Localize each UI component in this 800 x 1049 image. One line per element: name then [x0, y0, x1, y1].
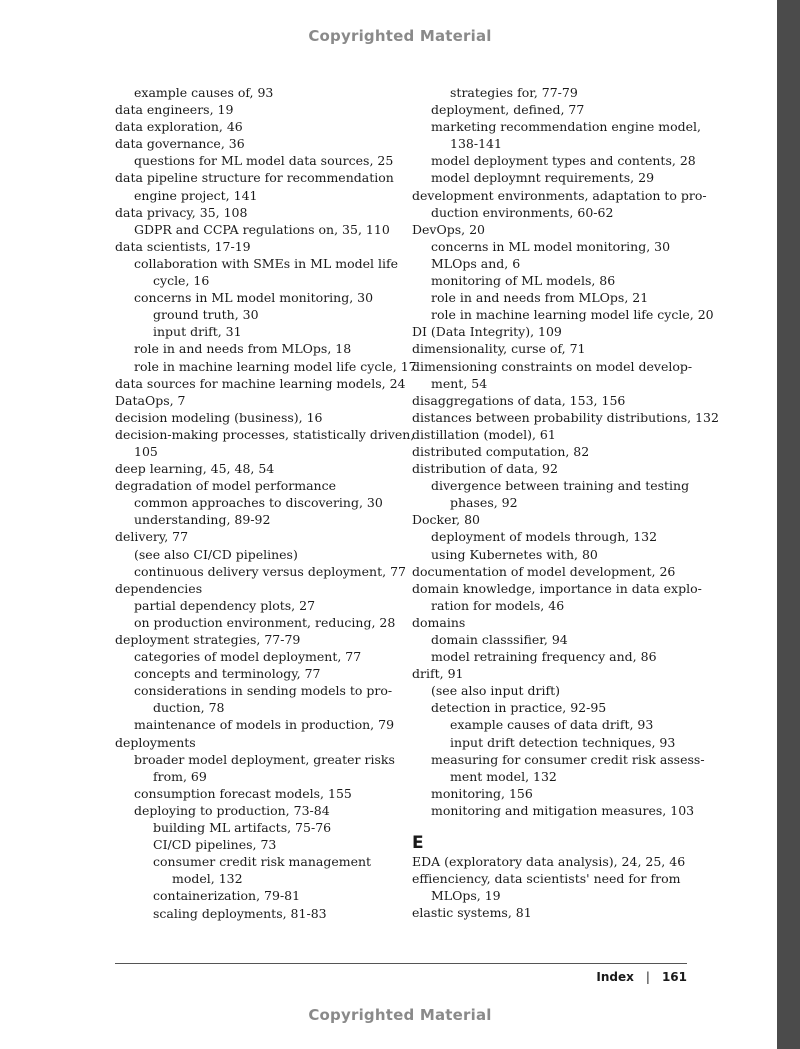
- index-e-entries: [412, 853, 702, 921]
- index-entry: role in machine learning model life cycle, 17: [134, 358, 417, 374]
- index-entry: deep learning, 45, 48, 54: [115, 461, 275, 477]
- index-entry: monitoring and mitigation measures, 103: [431, 802, 695, 818]
- index-entry: DevOps, 20: [412, 221, 485, 237]
- index-entry: consumption forecast models, 155: [134, 785, 352, 801]
- index-entry: concerns in ML model monitoring, 30: [431, 238, 671, 254]
- index-entry: duction environments, 60-62: [431, 204, 614, 220]
- index-entry: role in and needs from MLOps, 21: [431, 290, 649, 306]
- index-entry: model deployment types and contents, 28: [431, 153, 696, 169]
- index-entry: degradation of model performance: [115, 478, 336, 494]
- index-entry: GDPR and CCPA regulations on, 35, 110: [134, 221, 390, 237]
- index-entry: containerization, 79-81: [153, 888, 301, 904]
- index-entry: data exploration, 46: [115, 119, 243, 135]
- index-entry: data engineers, 19: [115, 102, 234, 118]
- index-entry: partial dependency plots, 27: [134, 597, 316, 613]
- index-entry: dependencies: [115, 580, 203, 596]
- index-entry: data scientists, 17-19: [115, 238, 251, 254]
- index-entry: considerations in sending models to pro-: [134, 683, 393, 699]
- index-entry: development environments, adaptation to pro-: [412, 187, 707, 203]
- index-entry: ration for models, 46: [431, 597, 565, 613]
- index-entry: decision modeling (business), 16: [115, 409, 323, 425]
- index-entry: distillation (model), 61: [412, 426, 556, 442]
- index-entry: dimensioning constraints on model develop-: [412, 358, 693, 374]
- index-entry: EDA (exploratory data analysis), 24, 25, 46: [412, 854, 686, 870]
- index-entry: measuring for consumer credit risk assess-: [431, 751, 705, 767]
- index-entry: deployment of models through, 132: [431, 529, 658, 545]
- index-entry: example causes of data drift, 93: [450, 717, 654, 733]
- index-entry: divergence between training and testing: [431, 478, 690, 494]
- index-entry: monitoring, 156: [431, 785, 533, 801]
- page-number: 161: [661, 970, 687, 984]
- index-column-left: [115, 84, 417, 922]
- index-entry: scaling deployments, 81-83: [153, 905, 327, 921]
- index-entry: (see also CI/CD pipelines): [134, 546, 298, 562]
- watermark-bottom: Copyrighted Material: [308, 1006, 492, 1024]
- index-entry: concerns in ML model monitoring, 30: [134, 290, 374, 306]
- index-entry: categories of model deployment, 77: [134, 649, 362, 665]
- index-entry: documentation of model development, 26: [412, 563, 676, 579]
- index-entry: detection in practice, 92-95: [431, 700, 607, 716]
- index-entry: data privacy, 35, 108: [115, 204, 248, 220]
- index-entry: deployments: [115, 734, 196, 750]
- index-entry: from, 69: [153, 768, 207, 784]
- index-entry: MLOps and, 6: [431, 255, 521, 271]
- index-entry: role in machine learning model life cycle, 20: [431, 307, 714, 323]
- index-entry: (see also input drift): [431, 683, 561, 699]
- page-footer: [560, 970, 687, 984]
- index-entry: engine project, 141: [134, 187, 258, 203]
- index-entry: data governance, 36: [115, 136, 245, 152]
- footer-rule: [115, 963, 687, 964]
- index-entry: distribution of data, 92: [412, 461, 558, 477]
- index-entry: collaboration with SMEs in ML model life: [134, 255, 398, 271]
- index-entry: continuous delivery versus deployment, 77: [134, 563, 406, 579]
- index-entry: broader model deployment, greater risks: [134, 751, 395, 767]
- index-entry: input drift detection techniques, 93: [450, 734, 676, 750]
- index-entry: marketing recommendation engine model,: [431, 119, 701, 135]
- index-entry: MLOps, 19: [431, 888, 501, 904]
- index-entry: distances between probability distributions, 132: [412, 409, 719, 425]
- index-entry: understanding, 89-92: [134, 512, 271, 528]
- index-entry: maintenance of models in production, 79: [134, 717, 395, 733]
- index-entry: consumer credit risk management: [153, 854, 372, 870]
- index-entry: data sources for machine learning models, 24: [115, 375, 406, 391]
- index-entry: CI/CD pipelines, 73: [153, 837, 277, 853]
- index-entry: drift, 91: [412, 666, 464, 682]
- index-entry: questions for ML model data sources, 25: [134, 153, 394, 169]
- index-d-continued: [412, 84, 719, 819]
- index-entry: data pipeline structure for recommendation: [115, 170, 394, 186]
- page-edge-bar: [777, 0, 800, 1049]
- footer-separator: |: [645, 970, 650, 984]
- index-entry: elastic systems, 81: [412, 905, 532, 921]
- index-entry: delivery, 77: [115, 529, 189, 545]
- index-entry: role in and needs from MLOps, 18: [134, 341, 352, 357]
- index-entry: building ML artifacts, 75-76: [153, 820, 332, 836]
- index-entry: example causes of, 93: [134, 85, 274, 100]
- index-entry: ment model, 132: [450, 768, 557, 784]
- index-entry: Docker, 80: [412, 512, 480, 528]
- index-entry: DI (Data Integrity), 109: [412, 324, 562, 340]
- index-entry: model retraining frequency and, 86: [431, 649, 657, 665]
- index-entry: deploying to production, 73-84: [134, 802, 330, 818]
- index-entry: decision-making processes, statistically driven,: [115, 426, 415, 442]
- index-entry: 105: [134, 443, 158, 459]
- index-entry: dimensionality, curse of, 71: [412, 341, 586, 357]
- index-entry: on production environment, reducing, 28: [134, 614, 396, 630]
- index-entry: distributed computation, 82: [412, 443, 590, 459]
- index-entry: deployment strategies, 77-79: [115, 632, 301, 647]
- footer-section-label: Index: [596, 970, 634, 984]
- index-entry: strategies for, 77-79: [450, 85, 578, 100]
- index-entry: 138-141: [450, 136, 502, 152]
- index-entry: deployment, defined, 77: [431, 102, 585, 118]
- index-entry: input drift, 31: [153, 324, 242, 340]
- index-entry: concepts and terminology, 77: [134, 666, 321, 682]
- index-entry: monitoring of ML models, 86: [431, 273, 616, 289]
- index-entry: using Kubernetes with, 80: [431, 546, 598, 562]
- index-entry: common approaches to discovering, 30: [134, 495, 383, 511]
- index-entry: model deploymnt requirements, 29: [431, 170, 655, 186]
- index-entry: ground truth, 30: [153, 307, 259, 323]
- index-entry: duction, 78: [153, 700, 225, 716]
- section-letter-e: E: [412, 833, 424, 854]
- index-entry: domain classsifier, 94: [431, 632, 568, 647]
- index-entry: domain knowledge, importance in data explo-: [412, 580, 702, 596]
- index-column-right: [412, 84, 719, 921]
- index-entry: model, 132: [172, 871, 243, 887]
- index-entry: ment, 54: [431, 375, 488, 391]
- index-entry: domains: [412, 614, 466, 630]
- watermark-top: Copyrighted Material: [308, 27, 492, 45]
- index-entry: effienciency, data scientists' need for from: [412, 871, 681, 887]
- index-entry: DataOps, 7: [115, 392, 186, 408]
- index-entry: phases, 92: [450, 495, 518, 511]
- index-entry: disaggregations of data, 153, 156: [412, 392, 626, 408]
- index-entry: cycle, 16: [153, 273, 210, 289]
